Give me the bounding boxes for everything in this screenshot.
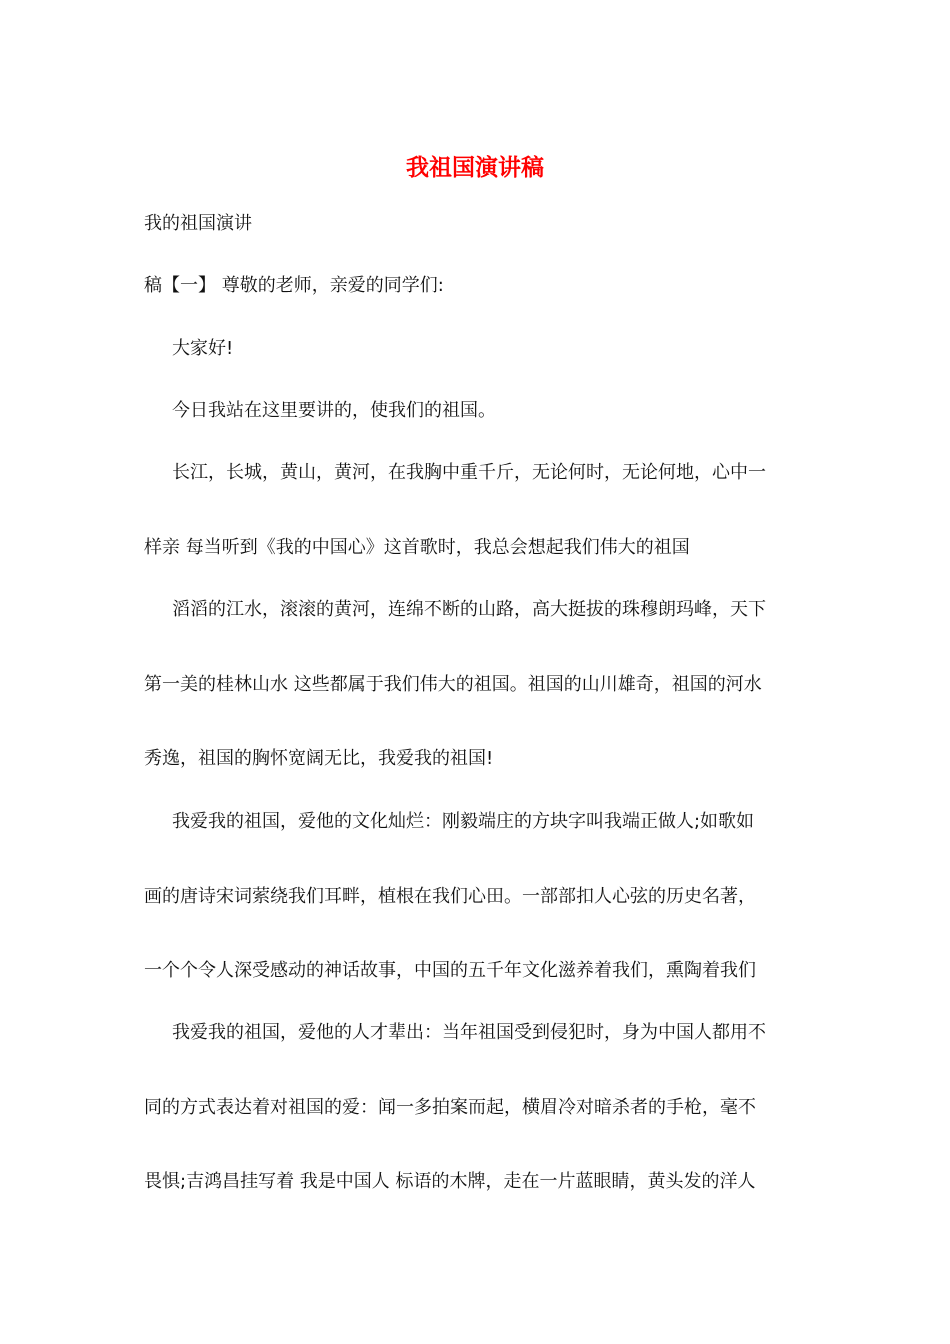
document-title: 我祖国演讲稿 [406, 155, 544, 181]
text-line: 滔滔的江水，滚滚的黄河，连绵不断的山路，高大挺拔的珠穆朗玛峰，天下 [172, 599, 766, 620]
text-line: 画的唐诗宋词萦绕我们耳畔，植根在我们心田。一部部扣人心弦的历史名著， [144, 886, 756, 907]
text-line: 长江，长城，黄山，黄河，在我胸中重千斤，无论何时，无论何地，心中一 [172, 462, 766, 483]
text-line: 今日我站在这里要讲的，使我们的祖国。 [172, 400, 496, 421]
text-line: 一个个令人深受感动的神话故事，中国的五千年文化滋养着我们，熏陶着我们 [144, 960, 756, 981]
text-line: 大家好! [172, 338, 234, 359]
text-line: 畏惧;吉鸿昌挂写着 我是中国人 标语的木牌，走在一片蓝眼睛，黄头发的洋人 [144, 1171, 756, 1192]
text-line: 我的祖国演讲 [144, 213, 252, 234]
text-line: 样亲 每当听到《我的中国心》这首歌时，我总会想起我们伟大的祖国 [144, 537, 690, 558]
text-line: 秀逸，祖国的胸怀宽阔无比，我爱我的祖国! [144, 748, 494, 769]
text-line: 稿【一】 尊敬的老师，亲爱的同学们: [144, 275, 444, 296]
text-line: 我爱我的祖国，爱他的人才辈出：当年祖国受到侵犯时，身为中国人都用不 [172, 1022, 766, 1043]
text-line: 我爱我的祖国，爱他的文化灿烂：刚毅端庄的方块字叫我端正做人;如歌如 [172, 811, 755, 832]
text-line: 第一美的桂林山水 这些都属于我们伟大的祖国。祖国的山川雄奇，祖国的河水 [144, 674, 762, 695]
text-line: 同的方式表达着对祖国的爱：闻一多拍案而起，横眉冷对暗杀者的手枪，毫不 [144, 1097, 756, 1118]
